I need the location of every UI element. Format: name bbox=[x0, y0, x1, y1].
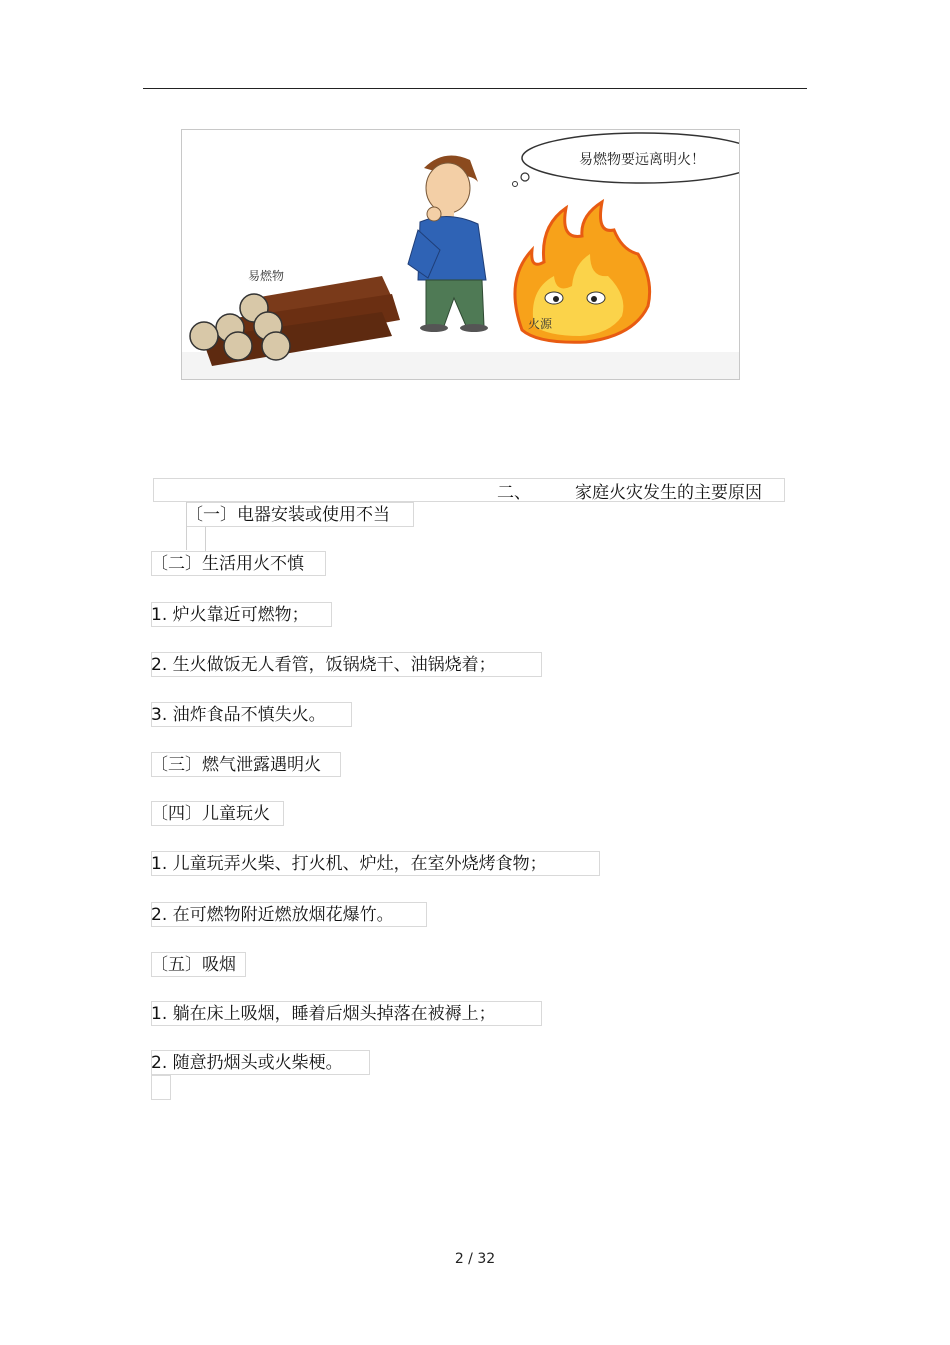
list-item: 〔二〕生活用火不慎 bbox=[151, 554, 304, 574]
illustration-svg bbox=[182, 130, 739, 379]
list-item: 2. 随意扔烟头或火柴梗。 bbox=[151, 1053, 343, 1073]
item-tick-1b bbox=[205, 527, 206, 551]
section-number: 二、 bbox=[497, 483, 531, 503]
list-item: 2. 生火做饭无人看管，饭锅烧干、油锅烧着； bbox=[151, 655, 496, 675]
list-item: 1. 躺在床上吸烟，睡着后烟头掉落在被褥上； bbox=[151, 1004, 496, 1024]
list-item: 〔五〕吸烟 bbox=[151, 955, 236, 975]
label-flammable: 易燃物 bbox=[248, 269, 285, 283]
page-number: 2 / 32 bbox=[454, 1251, 496, 1267]
fire-safety-illustration bbox=[181, 129, 740, 380]
speech-bubble-text: 易燃物要远离明火！ bbox=[579, 152, 705, 168]
list-item: 1. 炉火靠近可燃物； bbox=[151, 605, 309, 625]
trailing-box bbox=[151, 1075, 171, 1100]
section-title: 家庭火灾发生的主要原因 bbox=[575, 483, 762, 503]
label-fire-source: 火源 bbox=[528, 317, 553, 331]
header-rule bbox=[143, 88, 807, 89]
list-item: 2. 在可燃物附近燃放烟花爆竹。 bbox=[151, 905, 394, 925]
list-item: 3. 油炸食品不慎失火。 bbox=[151, 705, 326, 725]
list-item: 〔一〕电器安装或使用不当 bbox=[186, 505, 390, 525]
list-item: 〔四〕儿童玩火 bbox=[151, 804, 270, 824]
list-item: 1. 儿童玩弄火柴、打火机、炉灶，在室外烧烤食物； bbox=[151, 854, 547, 874]
list-item: 〔三〕燃气泄露遇明火 bbox=[151, 755, 321, 775]
